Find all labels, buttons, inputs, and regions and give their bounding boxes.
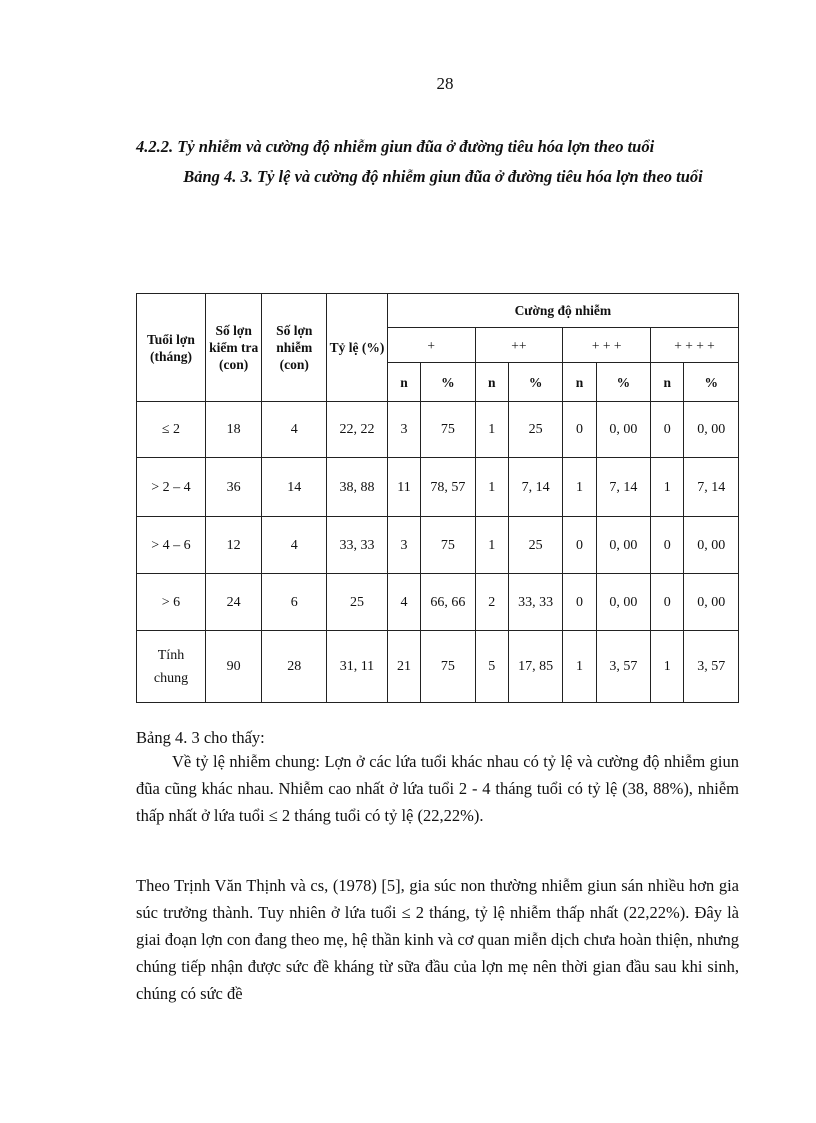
header-pct: % [421, 363, 475, 402]
section-heading: 4.2.2. Tỷ nhiễm và cường độ nhiễm giun đũa ở đường tiêu hóa lợn theo tuổi [136, 137, 655, 156]
header-pct: % [684, 363, 739, 402]
table-row [137, 402, 739, 458]
table-cell: 0 [563, 574, 596, 631]
header-examined: Số lợn kiểm tra (con) [205, 294, 261, 402]
header-level-2: ++ [475, 328, 563, 363]
header-pct: % [596, 363, 650, 402]
table-cell: 28 [262, 631, 327, 703]
table-cell: 3 [387, 517, 420, 574]
table-cell: 0, 00 [684, 517, 739, 574]
table-cell: 25 [327, 574, 388, 631]
table-cell: 3, 57 [596, 631, 650, 703]
data-table [136, 293, 739, 703]
page-number: 28 [436, 74, 454, 93]
table-cell: 0, 00 [684, 402, 739, 458]
table-cell: 75 [421, 517, 475, 574]
header-level-3: + + + [563, 328, 651, 363]
table-cell: > 2 – 4 [137, 458, 206, 517]
table-cell: 11 [387, 458, 420, 517]
table-cell: 3, 57 [684, 631, 739, 703]
table-cell: 24 [205, 574, 261, 631]
table-cell: 1 [651, 458, 684, 517]
header-n: n [387, 363, 420, 402]
table-cell: 0 [563, 517, 596, 574]
summary-paragraph: Về tỷ lệ nhiễm chung: Lợn ở các lứa tuổi khác nhau có tỷ lệ và cường độ nhiễm giun đũa cũng khác nhau. Nhiễm cao nhất ở lứa tuổi 2 - 4 tháng tuổi có tỷ lệ (38, 88%), nhiễm thấp nhất ở lứa tuổi ≤ 2 tháng tuổi có tỷ lệ (22,22%). [136, 752, 739, 825]
table-cell: 0 [651, 574, 684, 631]
header-n: n [563, 363, 596, 402]
table-cell: 66, 66 [421, 574, 475, 631]
table-cell: 7, 14 [596, 458, 650, 517]
table-caption: Bảng 4. 3. Tỷ lệ và cường độ nhiễm giun đũa ở đường tiêu hóa lợn theo tuổi [183, 167, 703, 186]
table-cell: 12 [205, 517, 261, 574]
header-rate: Tỷ lệ (%) [327, 294, 388, 402]
table-cell: 38, 88 [327, 458, 388, 517]
table-cell: 0, 00 [684, 574, 739, 631]
table-cell: 0 [651, 402, 684, 458]
header-level-1: + [387, 328, 475, 363]
table-cell: 6 [262, 574, 327, 631]
table-cell: 4 [387, 574, 420, 631]
table-cell: 0, 00 [596, 517, 650, 574]
header-age: Tuổi lợn (tháng) [137, 294, 206, 402]
table-cell: 33, 33 [508, 574, 562, 631]
table-cell: 7, 14 [684, 458, 739, 517]
table-cell: 18 [205, 402, 261, 458]
table-total-row [137, 631, 739, 703]
table-cell: 31, 11 [327, 631, 388, 703]
table-cell: 75 [421, 631, 475, 703]
header-pct: % [508, 363, 562, 402]
table-cell: 25 [508, 402, 562, 458]
table-cell: 33, 33 [327, 517, 388, 574]
table-cell: 17, 85 [508, 631, 562, 703]
table-cell: ≤ 2 [137, 402, 206, 458]
table-cell: 4 [262, 402, 327, 458]
header-n: n [475, 363, 508, 402]
table-cell: 3 [387, 402, 420, 458]
table-row [137, 574, 739, 631]
table-cell: 75 [421, 402, 475, 458]
table-cell: 0, 00 [596, 402, 650, 458]
table-cell: 14 [262, 458, 327, 517]
table-row [137, 517, 739, 574]
table-cell: 1 [475, 517, 508, 574]
table-cell: 36 [205, 458, 261, 517]
header-infected: Số lợn nhiễm (con) [262, 294, 327, 402]
table-row [137, 458, 739, 517]
table-cell: 5 [475, 631, 508, 703]
table-cell: 90 [205, 631, 261, 703]
table-cell: 1 [563, 458, 596, 517]
table-cell: 0 [563, 402, 596, 458]
header-level-4: + + + + [651, 328, 739, 363]
header-intensity: Cường độ nhiễm [387, 294, 738, 328]
table-cell: Tính chung [137, 631, 206, 703]
summary-intro: Bảng 4. 3 cho thấy: [136, 728, 265, 747]
table-cell: 1 [563, 631, 596, 703]
table-cell: 78, 57 [421, 458, 475, 517]
table-cell: 2 [475, 574, 508, 631]
table-cell: > 4 – 6 [137, 517, 206, 574]
table-cell: 1 [475, 402, 508, 458]
table-cell: 22, 22 [327, 402, 388, 458]
table-cell: 25 [508, 517, 562, 574]
table-cell: 0 [651, 517, 684, 574]
table-cell: 0, 00 [596, 574, 650, 631]
table-cell: 4 [262, 517, 327, 574]
table-cell: > 6 [137, 574, 206, 631]
table-cell: 7, 14 [508, 458, 562, 517]
table-cell: 21 [387, 631, 420, 703]
table-cell: 1 [651, 631, 684, 703]
discussion-paragraph: Theo Trịnh Văn Thịnh và cs, (1978) [5], gia súc non thường nhiễm giun sán nhiều hơn gia súc trưởng thành. Tuy nhiên ở lứa tuổi ≤ 2 tháng, tỷ lệ nhiễm thấp nhất (22,22%). Đây là giai đoạn lợn con đang theo mẹ, hệ thần kinh và cơ quan miễn dịch chưa hoàn thiện, nhưng chúng tiếp nhận được sức đề kháng từ sữa đầu của lợn mẹ nên thời gian đầu sau khi sinh, chúng có sức đề [136, 876, 739, 1003]
table-cell: 1 [475, 458, 508, 517]
header-n: n [651, 363, 684, 402]
